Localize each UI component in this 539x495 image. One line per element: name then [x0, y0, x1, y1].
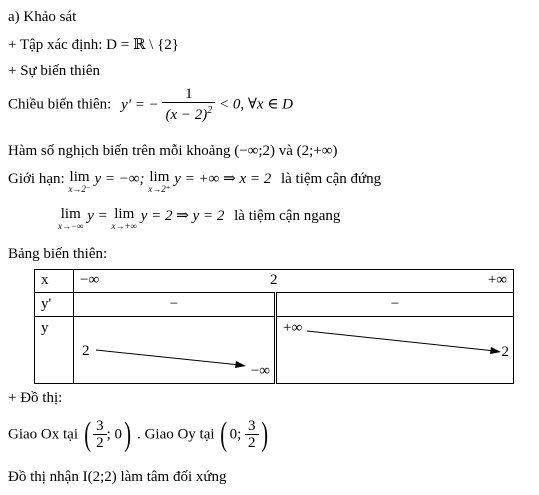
oy-fraction: $\frac{3}{2}$ [245, 418, 259, 451]
x-neg-inf: −∞ [80, 272, 100, 288]
yprime-left-sign: − [169, 296, 179, 312]
table-row-y [35, 317, 514, 384]
limit-1: lim x→2⁻ [68, 169, 91, 194]
row-y-header: y [41, 320, 49, 336]
limit-2: lim x→2⁺ [148, 169, 171, 194]
table-row-yprime [35, 293, 514, 317]
y-right-end: 2 [501, 344, 509, 360]
limit-line-2 [58, 207, 340, 231]
horizontal-asymptote-text: là tiệm cận ngang [234, 208, 341, 224]
oy-label: . Giao Oy tại [137, 426, 215, 443]
row-x-header: x [41, 272, 49, 288]
table-row-x [35, 270, 514, 293]
derivative-rhs: < 0, ∀x ∈ D [218, 96, 294, 113]
derivative-numerator: 1 [185, 86, 193, 102]
variation-table [34, 269, 514, 384]
variation-heading: + Sự biến thiên [8, 63, 100, 79]
decreasing-arrow-left [74, 317, 274, 383]
left-paren: ( [84, 415, 91, 453]
ox-tail: ; 0 [106, 426, 122, 443]
limit-4: lim x→+∞ [111, 206, 137, 231]
derivative-lhs: y' = − [121, 96, 159, 113]
limit-3: lim x→−∞ [58, 206, 84, 231]
limit-label: Giới hạn: [8, 171, 65, 187]
domain-line: + Tập xác định: D = ℝ \ {2} [8, 37, 179, 53]
y-left-end: −∞ [250, 363, 270, 379]
table-heading: Bảng biến thiên: [8, 246, 108, 262]
y-left-start: 2 [82, 343, 90, 359]
limit-3-expr: y = [87, 208, 108, 224]
left-paren: ( [220, 415, 228, 453]
x-two: 2 [270, 272, 278, 288]
intercepts-line [8, 414, 270, 455]
decreasing-arrow-right [277, 317, 517, 383]
limit-1-expr: y = −∞; [94, 171, 145, 187]
ox-fraction: $\frac{3}{2}$ [93, 418, 107, 451]
derivative-label: Chiều biến thiên: [8, 96, 112, 113]
derivative-line [8, 86, 293, 123]
derivative-fraction [162, 86, 215, 123]
section-heading: a) Khảo sát [8, 9, 77, 25]
graph-heading: + Đồ thị: [8, 390, 63, 406]
limit-line-1 [8, 170, 381, 194]
row-yprime-header: y' [41, 296, 52, 312]
limit-4-expr: y = 2 ⇒ y = 2 [140, 208, 225, 224]
right-paren: ) [260, 415, 268, 453]
right-paren: ) [124, 415, 132, 453]
monotonic-line: Hàm số nghịch biến trên mỗi khoảng (−∞;2) và (2;+∞) [8, 143, 338, 159]
limit-2-expr: y = +∞ ⇒ x = 2 [174, 171, 272, 187]
ox-label: Giao Ox tại [8, 426, 78, 443]
x-pos-inf: +∞ [487, 272, 507, 288]
y-right-start: +∞ [283, 320, 303, 336]
symmetry-line: Đồ thị nhận I(2;2) làm tâm đối xứng [8, 469, 227, 485]
derivative-denominator: $(x - 2)^2$ [162, 102, 215, 123]
oy-head: 0; [229, 426, 246, 443]
yprime-right-sign: − [390, 296, 400, 312]
vertical-asymptote-text: là tiệm cận đứng [280, 171, 382, 187]
